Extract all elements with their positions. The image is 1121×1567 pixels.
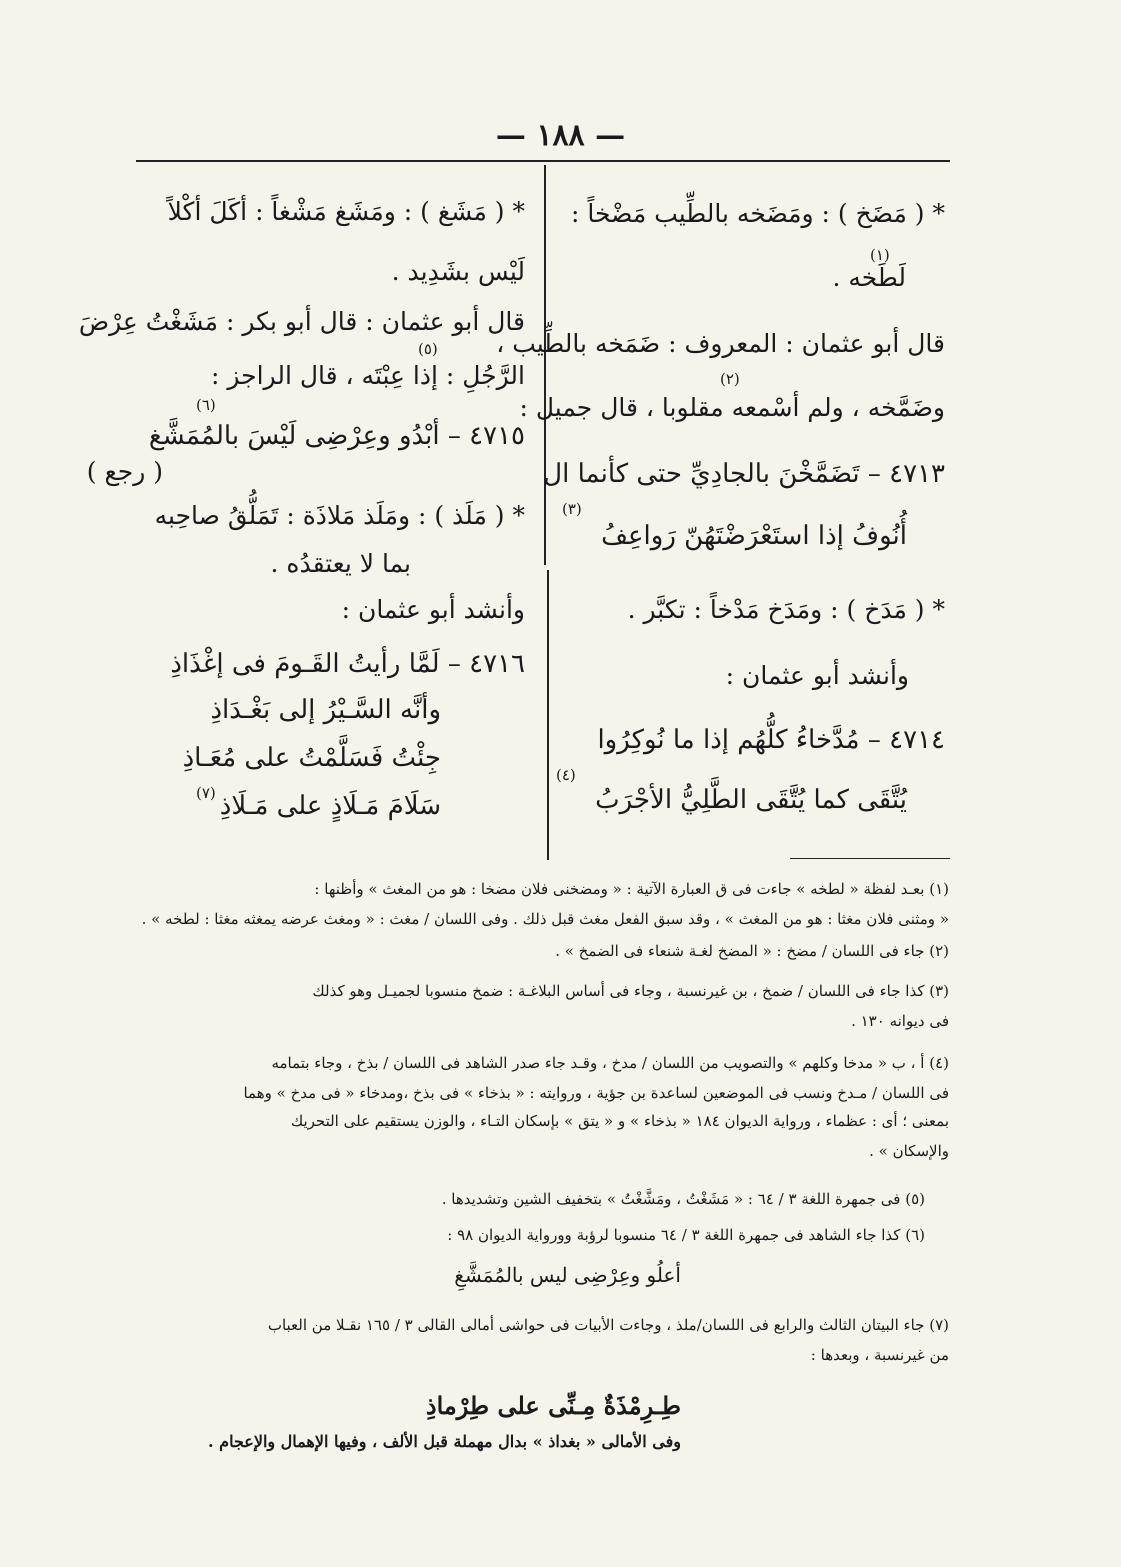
footnote-7-verse: طِـرِمْذَةٌ مِـنِّى على طِرْماذِ [425, 1391, 681, 1420]
entry-text: لَيْس بشَدِيد . [391, 257, 525, 286]
footnote-3-cont: فى ديوانه ١٣٠ . [851, 1012, 949, 1030]
entry-madakh2-head: * ( مَدَخ ) : ومَدَخ مَدْخاً : تكبَّر . [627, 595, 945, 624]
footnote-7: (٧) جاء البيتان الثالث والرابع فى اللسان/ملذ ، وجاءت الأبيات فى حواشى أمالى القالى ٣ / ١٦٥ نقـلا من العباب [267, 1316, 949, 1334]
verse-line: سَلَامَ مَـلَاذٍ على مَـلَاذِ [219, 791, 441, 821]
verse-line: يُتَّقَى كما يُتَّقَى الطَّلِيُّ الأجْرَبُ [595, 785, 907, 815]
footnote-1-cont: « ومثنى فلان مغثا : هو من المغث » ، وقد سبق الفعل مغث قبل ذلك . وفى اللسان / مغث : « ومغث عرضه يمغثه مغثا : لطخه » . [141, 910, 949, 928]
verse-4715: ٤٧١٥ – أبْدُو وعِرْضِى لَيْسَ بالمُمَشَّغ [148, 421, 525, 451]
footnote-6: (٦) كذا جاء الشاهد فى جمهرة اللغة ٣ / ٦٤ منسوبا لرؤبة وورواية الديوان ٩٨ : [447, 1226, 925, 1244]
footnote-1: (١) بعـد لفظة « لطخه » جاءت فى ق العبارة الآتية : « ومضخنى فلان مضخا : هو من المغث » وأظنها : [314, 880, 949, 898]
entry-text: وأنشد أبو عثمان : [341, 595, 525, 624]
footnote-7-note: وفى الأمالى « بغداذ » بدال مهملة قبل الألف ، وفيها الإهمال والإعجام . [208, 1432, 681, 1451]
footnote-4-cont: فى اللسان / مـدخ ونسب فى الموضعين لساعدة بن جؤية ، وروايته : « بذخاء » فى بذخ ،ومدخاء « فى مدخ » وهما [243, 1084, 949, 1102]
footnote-ref: (٤) [556, 766, 576, 784]
footnote-2: (٢) جاء فى اللسان / مضخ : « المضخ لغـة شنعاء فى الضمخ » . [555, 942, 949, 960]
footnote-4-cont: والإسكان » . [869, 1142, 949, 1160]
entry-madakh-head: * ( مَضَخ ) : ومَضَخه بالطِّيب مَضْخاً : [571, 199, 945, 228]
entry-text: الرَّجُلِ : إذا عِبْتَه ، قال الراجز : [210, 361, 525, 390]
entry-text: قال أبو عثمان : المعروف : ضَمَخه بالطِّيب ، [496, 329, 945, 358]
footnote-6-verse: أعلُو وعِرْضِى ليس بالمُمَشَّغِ [454, 1263, 681, 1287]
column-divider [544, 165, 546, 565]
verse-line: أُنُوفُ إذا استَعْرَضْتَهُنّ رَواعِفُ [601, 521, 907, 551]
footnote-ref: (٦) [196, 396, 216, 414]
entry-text: قال أبو عثمان : قال أبو بكر : مَشَغْتُ عِرْضَ [78, 307, 525, 336]
entry-mashagh-head: * ( مَشَغ ) : ومَشَغ مَشْغاً : أكَلَ أكْلاً [167, 197, 525, 226]
entry-text: وضَمَّخه ، ولم أسْمعه مقلوبا ، قال جميل : [519, 393, 945, 422]
footnote-3: (٣) كذا جاء فى اللسان / ضمخ ، بن غيرنسبة ، وجاء فى أساس البلاغـة : ضمخ منسوبا لجميـل وهو كذلك [312, 982, 949, 1000]
entry-malath-head: * ( مَلَذ ) : ومَلَذ مَلاذَة : تَمَلُّقُ صاحِبه [154, 501, 525, 530]
footnote-7-cont: من غيرنسبة ، وبعدها : [810, 1346, 949, 1364]
entry-text: وأنشد أبو عثمان : [725, 661, 909, 690]
page-number: — ١٨٨ — [495, 118, 626, 153]
footnote-separator [790, 858, 950, 859]
footnote-5: (٥) فى جمهرة اللغة ٣ / ٦٤ : « مَشَغْتُ ، ومَشَّغْتُ » بتخفيف الشين وتشديدها . [441, 1190, 925, 1208]
footnote-4-cont: بمعنى ؛ أى : عظماء ، ورواية الديوان ١٨٤ « بذخاء » و « يتق » بإسكان التـاء ، والوزن يستقيم على التحريك [290, 1112, 949, 1130]
verse-4716: ٤٧١٦ – لَمَّا رأيتُ القَـومَ فى إغْذَاذِ [170, 649, 525, 679]
entry-text: لَطَخه . [832, 263, 906, 292]
entry-text: بما لا يعتقدُه . [270, 549, 411, 578]
footnote-ref: (٢) [720, 370, 740, 388]
footnote-ref: (٥) [418, 340, 438, 358]
footnote-4: (٤) أ ، ب « مدخا وكلهم » والتصويب من اللسان / مدخ ، وقـد جاء صدر الشاهد فى اللسان / بذخ ، وجاء بتمامه [271, 1054, 949, 1072]
header-rule [136, 160, 950, 162]
verse-4713: ٤٧١٣ – تَضَمَّخْنَ بالجادِيِّ حتى كأنما ال [543, 459, 945, 489]
verse-4714: ٤٧١٤ – مُدَّخاءُ كلُّهُم إذا ما نُوكِرُوا [597, 725, 945, 755]
rajaa-mark: ( رجع ) [86, 457, 163, 486]
column-divider [547, 570, 549, 860]
footnote-ref: (٣) [562, 500, 582, 518]
footnote-ref: (٧) [196, 784, 216, 802]
footnote-ref: (١) [870, 246, 890, 264]
verse-line: جِئْتُ فَسَلَّمْتُ على مُعَـاذِ [182, 743, 441, 773]
verse-line: وأنَّه السَّـيْرُ إلى بَغْـدَاذِ [210, 695, 441, 725]
